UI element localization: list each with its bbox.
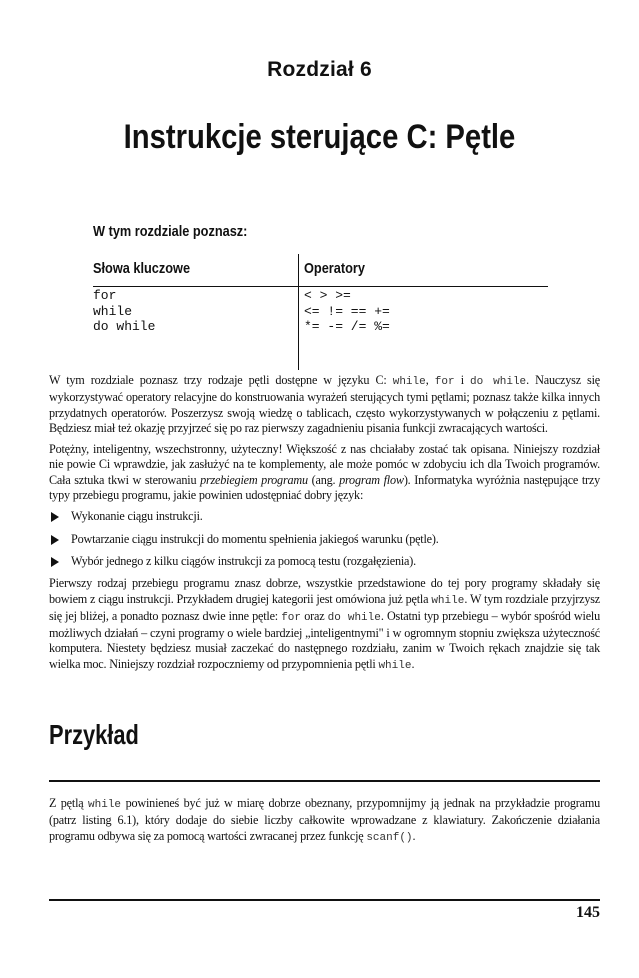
section-rule	[49, 780, 600, 782]
paragraph-3: Pierwszy rodzaj przebiegu programu znasz dobrze, wszystkie przedstawione do tej pory programy składały się bowiem z ciągu instrukcji. Przykładem drugiej kategorii jest omówiona już pętla while. W tym rozdziale przyjrzysz się jej bliżej, a ponadto poznasz dwie inne pętle: for oraz do while. Ostatni typ przebiegu – wybór spośród wielu możliwych działań – czyni programy o wiele bardziej „inteligentnymi" i w ogromnym stopniu zwiększa użyteczność komputera. Niestety będziesz musiał zaczekać do następnego rozdziału, zanim w Twoich rękach znajdzie się tak wielka moc. Niniejszy rozdział rozpoczniemy od przypomnienia pętli while.	[49, 576, 600, 672]
body-text	[49, 373, 600, 680]
operator-row: *= -= /= %=	[304, 319, 390, 334]
page-number: 145	[576, 904, 600, 921]
operator-row: <= != == +=	[304, 303, 390, 319]
triangle-bullet-icon	[51, 512, 59, 522]
section-heading: Przykład	[49, 719, 139, 750]
section-paragraph: Z pętlą while powinieneś być już w miarę dobrze obeznany, przypomnijmy ją jednak na przykładzie programu (patrz listing 6.1), który dodaje do siebie liczby całkowite wprowadzane z klawiatury. Zakończenie działania programu odbywa się za pomocą wartości zwracanej przez funkcję scanf().	[49, 796, 600, 844]
operators-header: Operatory	[304, 260, 365, 277]
operators-column	[304, 288, 390, 335]
bullet-item: Wykonanie ciągu instrukcji.	[49, 509, 600, 524]
keyword-item: for	[93, 288, 117, 303]
table-horizontal-rule	[93, 286, 548, 287]
keywords-column	[93, 288, 155, 335]
operator-row: < > >=	[304, 288, 351, 303]
footer-rule	[49, 899, 600, 901]
keywords-header: Słowa kluczowe	[93, 260, 191, 277]
triangle-bullet-icon	[51, 535, 59, 545]
intro-heading: W tym rozdziale poznasz:	[93, 223, 248, 240]
chapter-title: Instrukcje sterujące C: Pętle	[123, 118, 516, 156]
bullet-item: Wybór jednego z kilku ciągów instrukcji za pomocą testu (rozgałęzienia).	[49, 554, 600, 569]
bullet-item: Powtarzanie ciągu instrukcji do momentu spełnienia jakiegoś warunku (pętle).	[49, 532, 600, 547]
paragraph-1: W tym rozdziale poznasz trzy rodzaje pętli dostępne w języku C: while, for i do while. Nauczysz się wykorzystywać operatory relacyjne do konstruowania wyrażeń sterujących tymi pętlami; poznasz także kilka innych przydatnych operatorów. Poszerzysz swoją wiedzę o tablicach, często wykorzystywanych w połączeniu z pętlami. Będziesz miał też okazję przyjrzeć się po raz pierwszy zagadnieniu pisania funkcji zwracających wartości.	[49, 373, 600, 435]
keyword-item: do while	[93, 319, 156, 334]
table-vertical-rule	[298, 254, 299, 370]
chapter-label: Rozdział 6	[267, 58, 372, 81]
paragraph-2: Potężny, inteligentny, wszechstronny, użyteczny! Większość z nas chciałaby zostać tak opisana. Niniejszy rozdział nie powie Ci wprawdzie, jak zasłużyć na te komplementy, ale może pomóc w zdobyciu ich dla Twoich programów. Cała sztuka tkwi w sterowaniu przebiegiem programu (ang. program flow). Informatyka wyróżnia następujące trzy typy przebiegu programu, jakie powinien udostępniać dobry język:	[49, 442, 601, 503]
triangle-bullet-icon	[51, 557, 59, 567]
keywords-table	[93, 254, 548, 370]
keyword-item: while	[93, 303, 133, 319]
